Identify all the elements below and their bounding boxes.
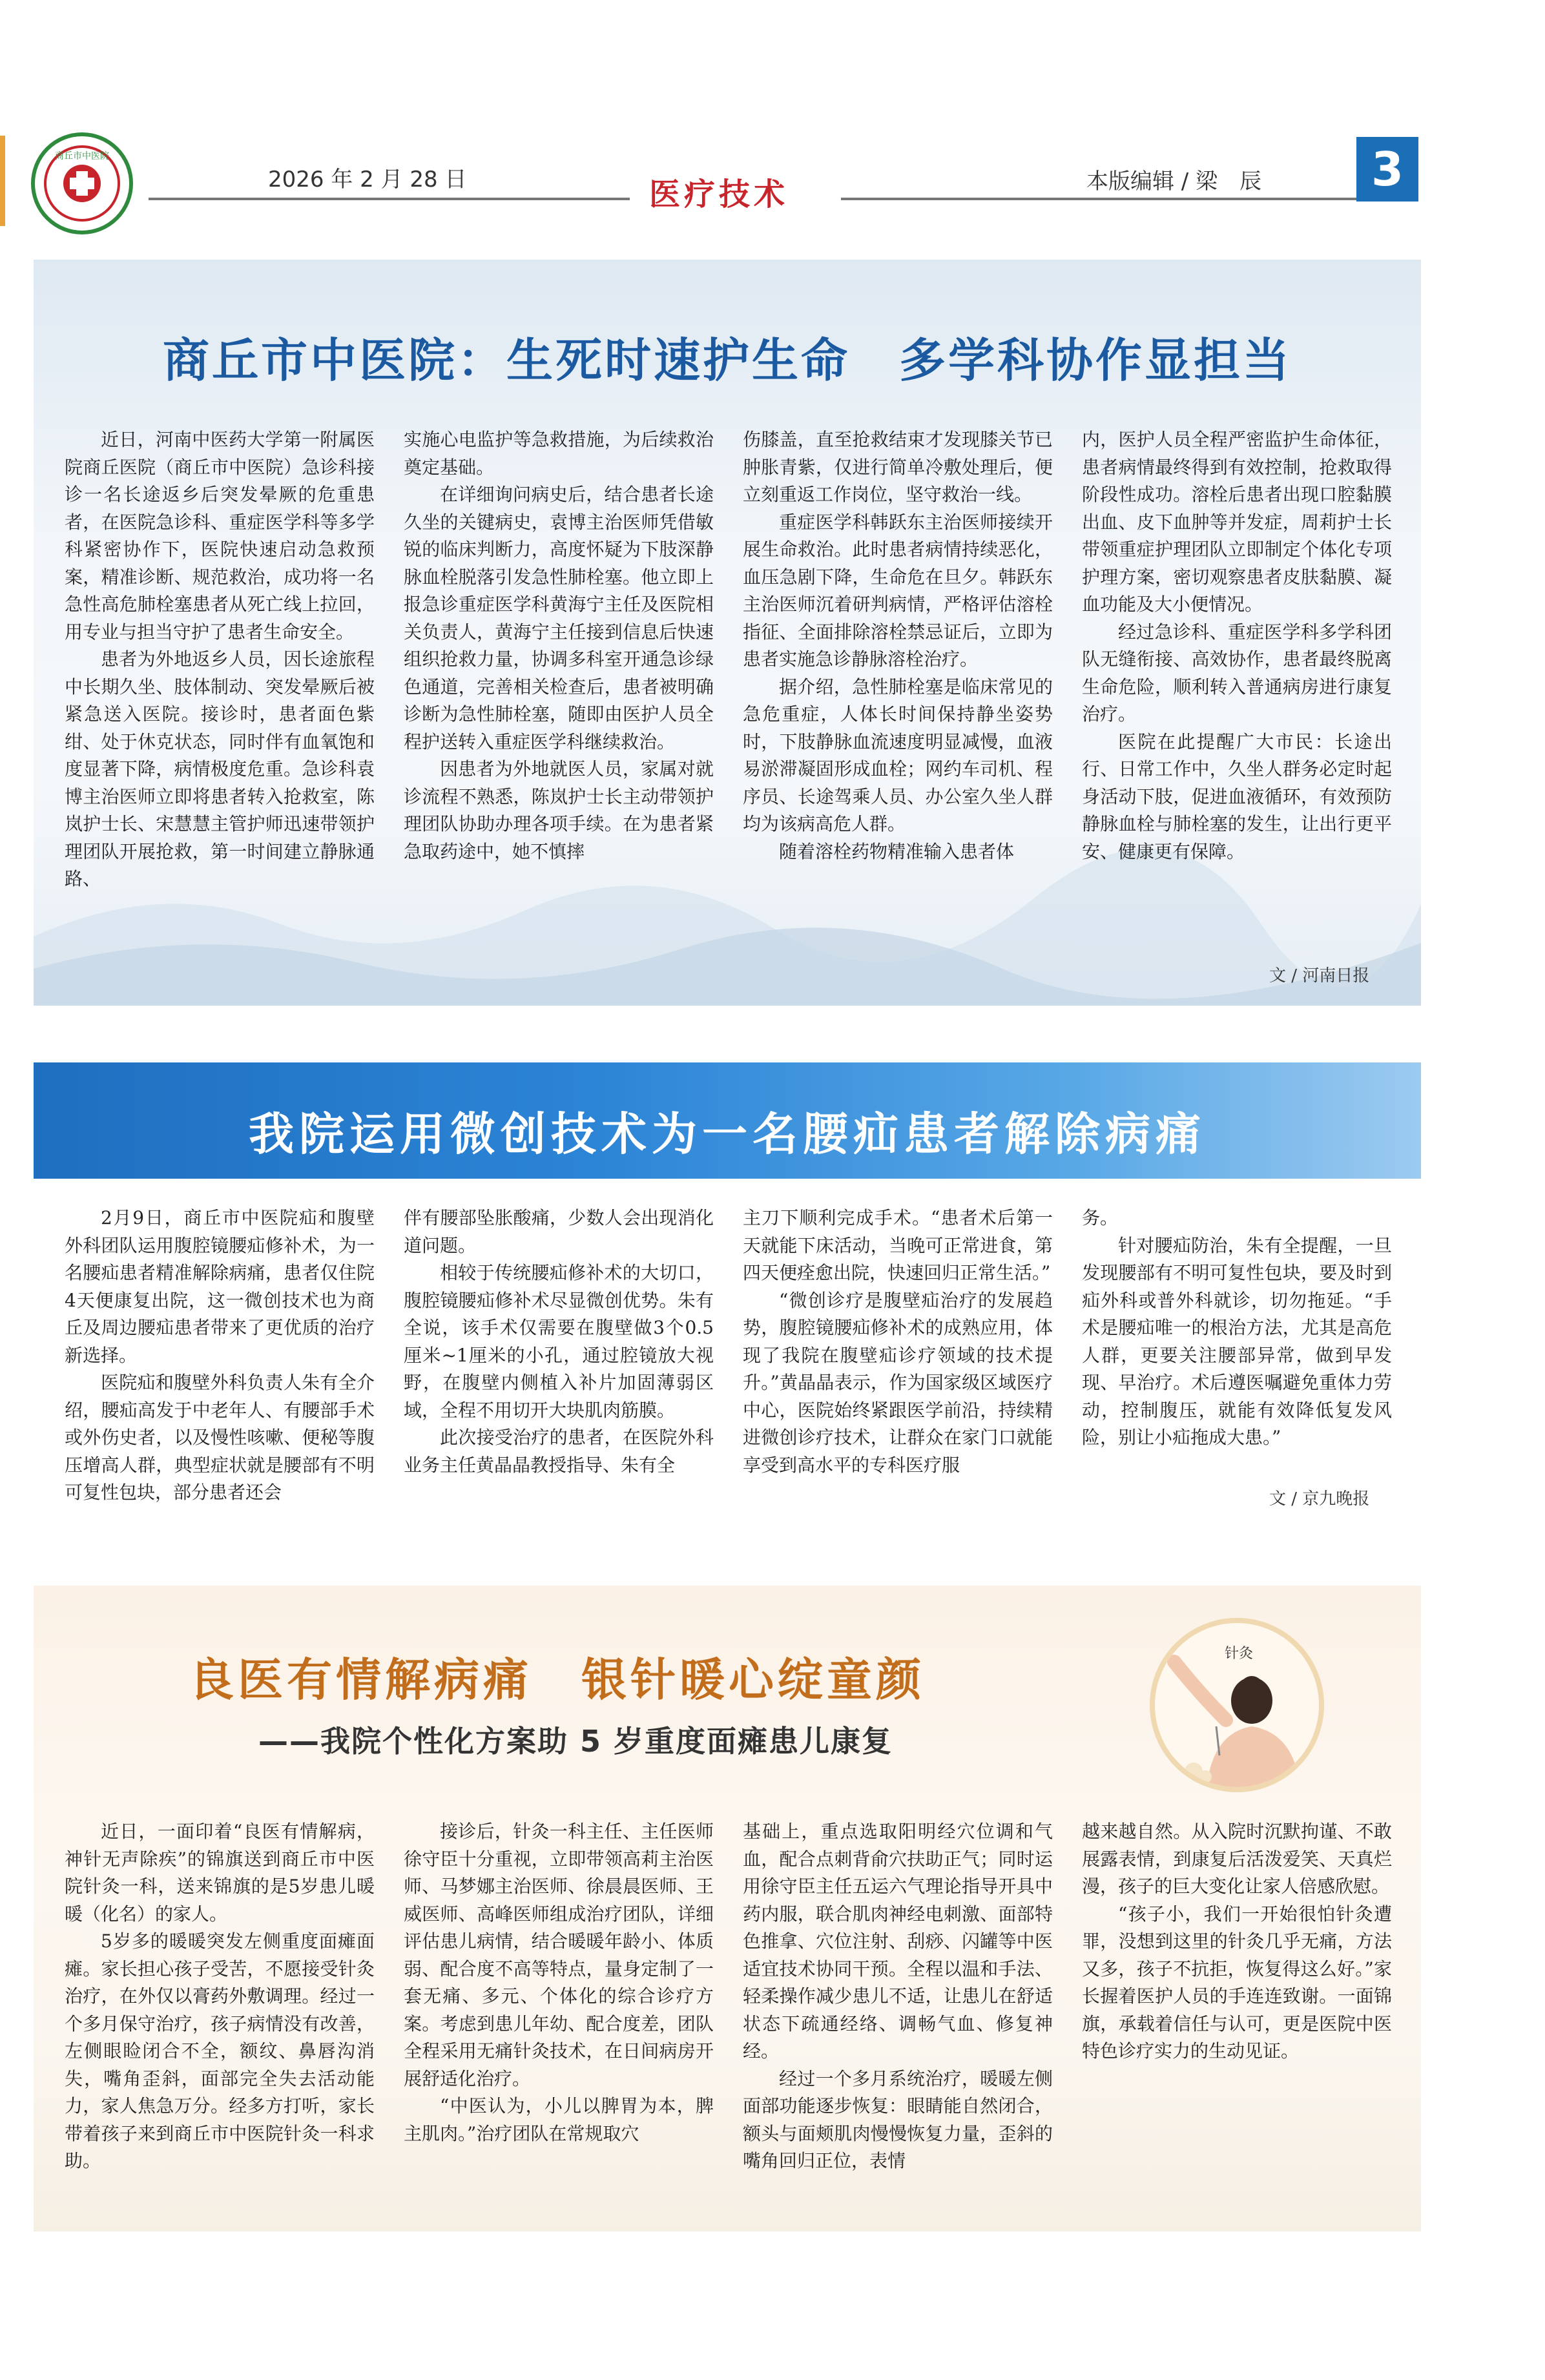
paragraph: 务。 bbox=[1082, 1207, 1119, 1228]
paragraph: 医院疝和腹壁外科负责人朱有全介绍，腰疝高发于中老年人、有腰部手术或外伤史者，以及慢性咳嗽、便秘等腹压增高人群，典型症状就是腰部有不明可复性包块，部分患者还会 bbox=[65, 1372, 375, 1503]
article3-column-1 bbox=[65, 1818, 375, 2175]
article2-source: 文 / 京九晚报 bbox=[1269, 1489, 1370, 1509]
paragraph: 近日，河南中医药大学第一附属医院商丘医院（商丘市中医院）急诊科接诊一名长途返乡后突发晕厥的危重患者，在医院急诊科、重症医学科等多学科紧密协作下，医院快速启动急救预案，精准诊断、规范救治，成功将一名急性高危肺栓塞患者从死亡线上拉回，用专业与担当守护了患者生命安全。 bbox=[65, 429, 375, 643]
article1-column-4 bbox=[1082, 426, 1392, 865]
article3-column-3 bbox=[743, 1818, 1053, 2175]
paragraph: 相较于传统腰疝修补术的大切口，腹腔镜腰疝修补术尽显微创优势。朱有全说，该手术仅需要在腹壁做3个0.5厘米~1厘米的小孔，通过腔镜放大视野，在腹壁内侧植入补片加固薄弱区域，全程不用切开大块肌肉筋膜。 bbox=[404, 1262, 714, 1421]
article2-column-3 bbox=[743, 1205, 1053, 1479]
paragraph: “微创诊疗是腹壁疝治疗的发展趋势，腹腔镜腰疝修补术的成熟应用，体现了我院在腹壁疝诊疗领域的技术提升。”黄晶晶表示，作为国家级区域医疗中心，医院始终紧跟医学前沿，持续精进微创诊疗技术，让群众在家门口就能享受到高水平的专科医疗服 bbox=[743, 1289, 1053, 1476]
paragraph: 实施心电监护等急救措施，为后续救治奠定基础。 bbox=[404, 429, 714, 478]
article1-headline: 商丘市中医院：生死时速护生命 多学科协作显担当 bbox=[162, 333, 1292, 388]
article2-column-4 bbox=[1082, 1205, 1392, 1452]
paragraph: 在详细询问病史后，结合患者长途久坐的关键病史，袁博主治医师凭借敏锐的临床判断力，高度怀疑为下肢深静脉血栓脱落引发急性肺栓塞。他立即上报急诊重症医学科黄海宁主任及医院相关负责人，黄海宁主任接到信息后快速组织抢救力量，协调多科室开通急诊绿色通道，完善相关检查后，患者被明确诊断为急性肺栓塞，随即由医护人员全程护送转入重症医学科继续救治。 bbox=[404, 484, 714, 752]
hospital-logo bbox=[31, 132, 133, 234]
paragraph: 内，医护人员全程严密监护生命体征，患者病情最终得到有效控制，抢救取得阶段性成功。溶栓后患者出现口腔黏膜出血、皮下血肿等并发症，周莉护士长带领重症护理团队立即制定个体化专项护理方案，密切观察患者皮肤黏膜、凝血功能及大小便情况。 bbox=[1082, 429, 1392, 615]
paragraph: 5岁多的暖暖突发左侧重度面瘫面瘫。家长担心孩子受苦，不愿接受针灸治疗，在外仅以膏药外敷调理。经过一个多月保守治疗，孩子病情没有改善，左侧眼睑闭合不全，额纹、鼻唇沟消失，嘴角歪斜，面部完全失去活动能力，家人焦急万分。经多方打听，家长带着孩子来到商丘市中医院针灸一科求助。 bbox=[65, 1930, 375, 2171]
issue-date: 2026 年 2 月 28 日 bbox=[268, 167, 467, 192]
paragraph: 2月9日，商丘市中医院疝和腹壁外科团队运用腹腔镜腰疝修补术，为一名腰疝患者精准解除病痛，患者仅住院4天便康复出院，这一微创技术也为商丘及周边腰疝患者带来了更优质的治疗新选择。 bbox=[65, 1207, 375, 1366]
paragraph: 患者为外地返乡人员，因长途旅程中长期久坐、肢体制动、突发晕厥后被紧急送入医院。接诊时，患者面色紫绀、处于休克状态，同时伴有血氧饱和度显著下降，病情极度危重。急诊科袁博主治医师立即将患者转入抢救室，陈岚护士长、宋慧慧主管护师迅速带领护理团队开展抢救，第一时间建立静脉通路、 bbox=[65, 648, 375, 889]
article2-column-2 bbox=[404, 1205, 714, 1479]
editor-credit: 本版编辑 / 梁 辰 bbox=[1086, 169, 1262, 194]
article2-column-1 bbox=[65, 1205, 375, 1507]
paragraph: 基础上，重点选取阳明经穴位调和气血，配合点刺背俞穴扶助正气；同时运用徐守臣主任五运六气理论指导开具中药内服，联合肌肉神经电刺激、面部特色推拿、穴位注射、刮痧、闪罐等中医适宜技术协同干预。全程以温和手法、轻柔操作减少患儿不适，让患儿在舒适状态下疏通经络、调畅气血、修复神经。 bbox=[743, 1821, 1053, 2062]
logo-cross-horizontal bbox=[70, 178, 94, 189]
paragraph: 随着溶栓药物精准输入患者体 bbox=[779, 840, 1015, 862]
paragraph: 近日，一面印着“良医有情解病，神针无声除疾”的锦旗送到商丘市中医院针灸一科，送来锦旗的是5岁患儿暖暖（化名）的家人。 bbox=[65, 1821, 375, 1925]
paragraph: 经过一个多月系统治疗，暖暖左侧面部功能逐步恢复：眼睛能自然闭合，额头与面颊肌肉慢慢恢复力量，歪斜的嘴角回归正位，表情 bbox=[743, 2067, 1053, 2171]
article1-column-1 bbox=[65, 426, 375, 893]
paragraph: “孩子小，我们一开始很怕针灸遭罪，没想到这里的针灸几乎无痛，方法又多，孩子不抗拒，恢复得这么好。”家长握着医护人员的手连连致谢。一面锦旗，承载着信任与认可，更是医院中医特色诊疗实力的生动见证。 bbox=[1082, 1903, 1392, 2062]
acupuncture-illustration bbox=[1150, 1618, 1324, 1792]
article3-column-4 bbox=[1082, 1818, 1392, 2065]
article3-column-2 bbox=[404, 1818, 714, 2147]
badge-label: 针灸 bbox=[1225, 1646, 1254, 1662]
paragraph: 接诊后，针灸一科主任、主任医师徐守臣十分重视，立即带领高莉主治医师、马梦娜主治医师、徐晨晨医师、王威医师、高峰医师组成治疗团队，详细评估患儿病情，结合暖暖年龄小、体质弱、配合度不高等特点，量身定制了一套无痛、多元、个体化的综合诊疗方案。考虑到患儿年幼、配合度差，团队全程采用无痛针灸技术，在日间病房开展舒适化治疗。 bbox=[404, 1821, 714, 2089]
header-rule-right bbox=[841, 198, 1367, 200]
paragraph: 伤膝盖，直至抢救结束才发现膝关节已肿胀青紫，仅进行简单冷敷处理后，便立刻重返工作岗位，坚守救治一线。 bbox=[743, 429, 1053, 505]
paragraph: “中医认为，小儿以脾胃为本，脾主肌肉。”治疗团队在常规取穴 bbox=[404, 2095, 714, 2144]
article1-source: 文 / 河南日报 bbox=[1269, 966, 1370, 986]
paragraph: 据介绍，急性肺栓塞是临床常见的急危重症，人体长时间保持静坐姿势时，下肢静脉血流速度明显减慢，血液易淤滞凝固形成血栓；网约车司机、程序员、长途驾乘人员、办公室久坐人群均为该病高危人群。 bbox=[743, 676, 1053, 834]
paragraph: 重症医学科韩跃东主治医师接续开展生命救治。此时患者病情持续恶化，血压急剧下降，生命危在旦夕。韩跃东主治医师沉着研判病情，严格评估溶栓指征、全面排除溶栓禁忌证后，立即为患者实施急诊静脉溶栓治疗。 bbox=[743, 511, 1053, 670]
paragraph: 经过急诊科、重症医学科多学科团队无缝衔接、高效协作，患者最终脱离生命危险，顺利转入普通病房进行康复治疗。 bbox=[1082, 621, 1392, 725]
paragraph: 针对腰疝防治，朱有全提醒，一旦发现腰部有不明可复性包块，要及时到疝外科或普外科就诊，切勿拖延。“手术是腰疝唯一的根治方法，尤其是高危人群，更要关注腰部异常，做到早发现、早治疗。术后遵医嘱避免重体力劳动，控制腹压，就能有效降低复发风险，别让小疝拖成大患。” bbox=[1082, 1234, 1392, 1448]
paragraph: 越来越自然。从入院时沉默拘谨、不敢展露表情，到康复后活泼爱笑、天真烂漫，孩子的巨大变化让家人倍感欣慰。 bbox=[1082, 1821, 1392, 1897]
paragraph: 因患者为外地就医人员，家属对就诊流程不熟悉，陈岚护士长主动带领护理团队协助办理各项手续。在为患者紧急取药途中，她不慎摔 bbox=[404, 758, 714, 862]
paragraph: 医院在此提醒广大市民：长途出行、日常工作中，久坐人群务必定时起身活动下肢，促进血液循环，有效预防静脉血栓与肺栓塞的发生，让出行更平安、健康更有保障。 bbox=[1082, 730, 1392, 862]
page-number: 3 bbox=[1356, 137, 1418, 202]
article3-headline: 良医有情解病痛 银针暖心绽童颜 bbox=[189, 1653, 925, 1706]
left-edge-bar bbox=[0, 136, 5, 226]
article1-column-3 bbox=[743, 426, 1053, 865]
logo-text: 商丘市中医院 bbox=[55, 151, 109, 161]
section-title: 医疗技术 bbox=[649, 176, 789, 212]
paragraph: 主刀下顺利完成手术。“患者术后第一天就能下床活动，当晚可正常进食，第四天便痊愈出院，快速回归正常生活。” bbox=[743, 1207, 1053, 1283]
paragraph: 伴有腰部坠胀酸痛，少数人会出现消化道问题。 bbox=[404, 1207, 714, 1256]
article1-column-2 bbox=[404, 426, 714, 865]
header-rule-left bbox=[149, 198, 630, 200]
article2-headline: 我院运用微创技术为一名腰疝患者解除病痛 bbox=[249, 1108, 1206, 1161]
paragraph: 此次接受治疗的患者，在医院外科业务主任黄晶晶教授指导、朱有全 bbox=[404, 1427, 714, 1476]
article3-subheadline: ——我院个性化方案助 5 岁重度面瘫患儿康复 bbox=[258, 1724, 893, 1759]
